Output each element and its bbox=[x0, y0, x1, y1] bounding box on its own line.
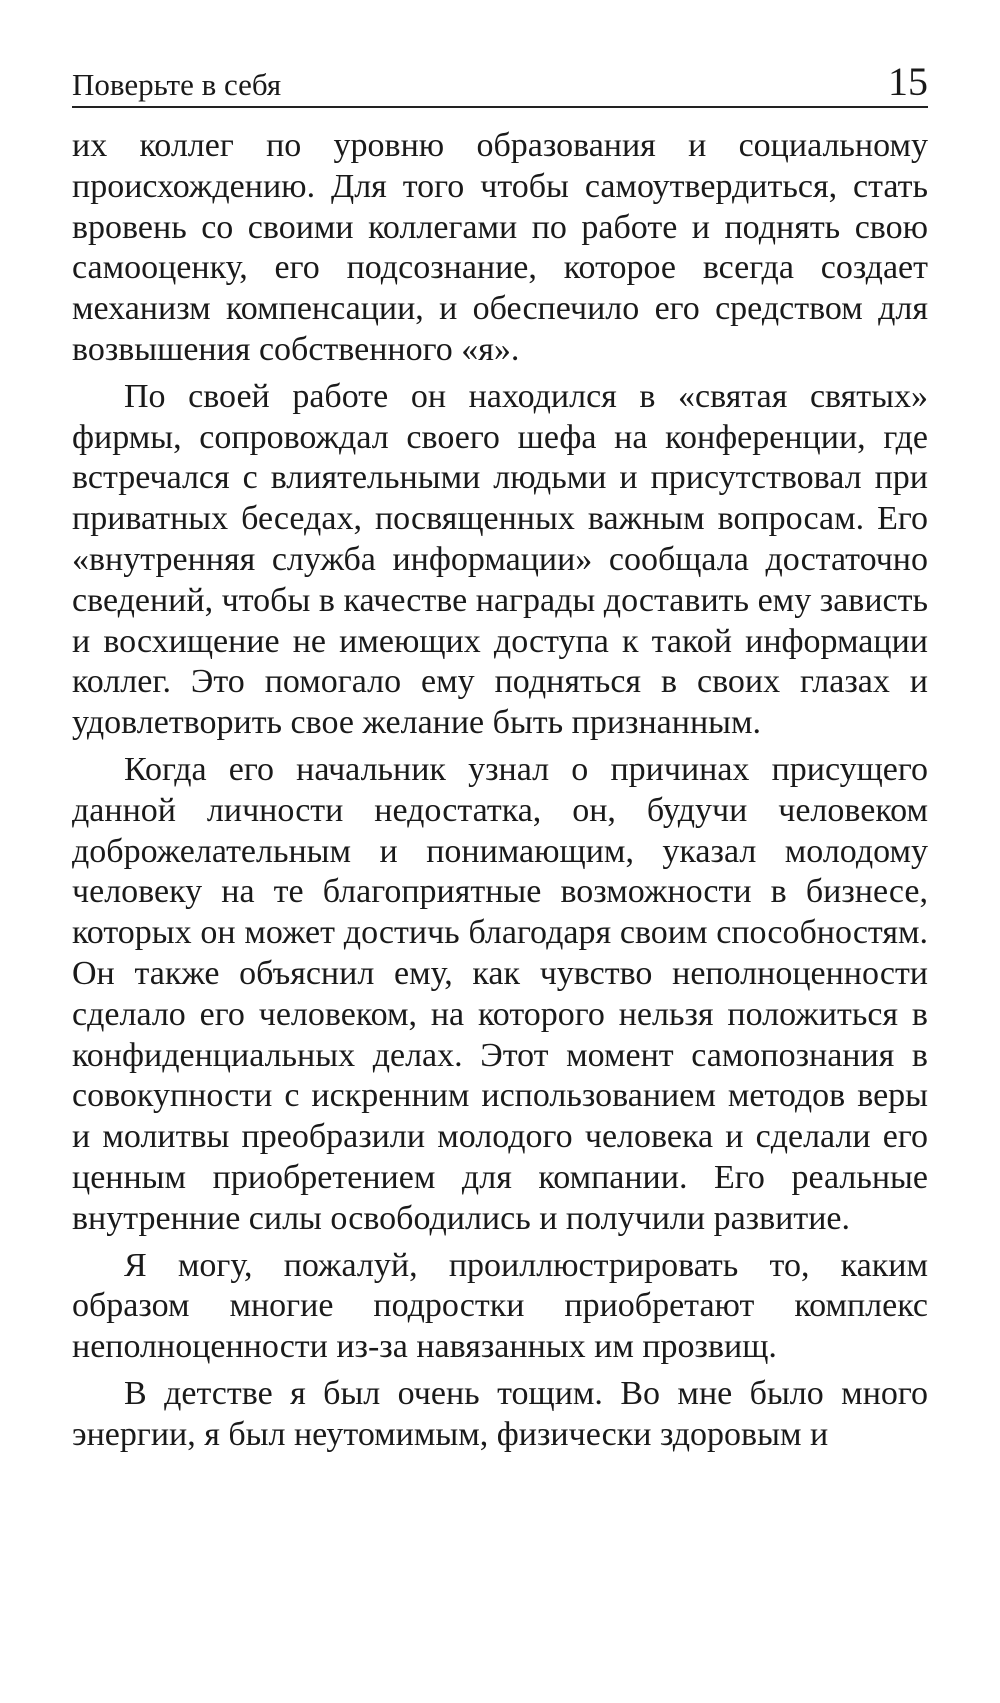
paragraph: По своей работе он находился в «святая святых» фирмы, сопровождал своего шефа на конференции, где встречался с влиятельными людьми и присутствовал при приватных беседах, посвященных важным вопросам. Его «внутренняя служба информации» сообщала достаточно сведений, чтобы в качестве награды доставить ему зависть и восхищение не имеющих доступа к такой информации коллег. Это помогало ему подняться в своих глазах и удовлетворить свое желание быть признанным. bbox=[72, 377, 928, 742]
paragraph: Когда его начальник узнал о причинах присущего данной личности недостатка, он, будучи человеком доброжелательным и понимающим, указал молодому человеку на те благоприятные возможности в бизнесе, которых он может достичь благодаря своим способностям. Он также объяснил ему, как чувство неполноценности сделало его человеком, на которого нельзя положиться в конфиденциальных делах. Этот момент самопознания в совокупности с искренним использованием методов веры и молитвы преобразили молодого человека и сделали его ценным приобретением для компании. Его реальные внутренние силы освободились и получили развитие. bbox=[72, 750, 928, 1237]
paragraph: В детстве я был очень тощим. Во мне было много энергии, я был неутомимым, физически здоровым и bbox=[72, 1374, 928, 1453]
running-header bbox=[72, 52, 928, 108]
paragraph: Я могу, пожалуй, проиллюстрировать то, каким образом многие подростки приобретают комплекс неполноценности из-за навязанных им прозвищ. bbox=[72, 1246, 928, 1366]
book-page bbox=[72, 52, 928, 1462]
page-number: 15 bbox=[888, 59, 928, 104]
body-text bbox=[72, 126, 928, 1456]
paragraph: их коллег по уровню образования и социальному происхождению. Для того чтобы самоутвердиться, стать вровень со своими коллегами по работе и поднять свою самооценку, его подсознание, которое всегда создает механизм компенсации, и обеспечило его средством для возвышения собственного «я». bbox=[72, 127, 928, 368]
running-title: Поверьте в себя bbox=[72, 67, 282, 102]
